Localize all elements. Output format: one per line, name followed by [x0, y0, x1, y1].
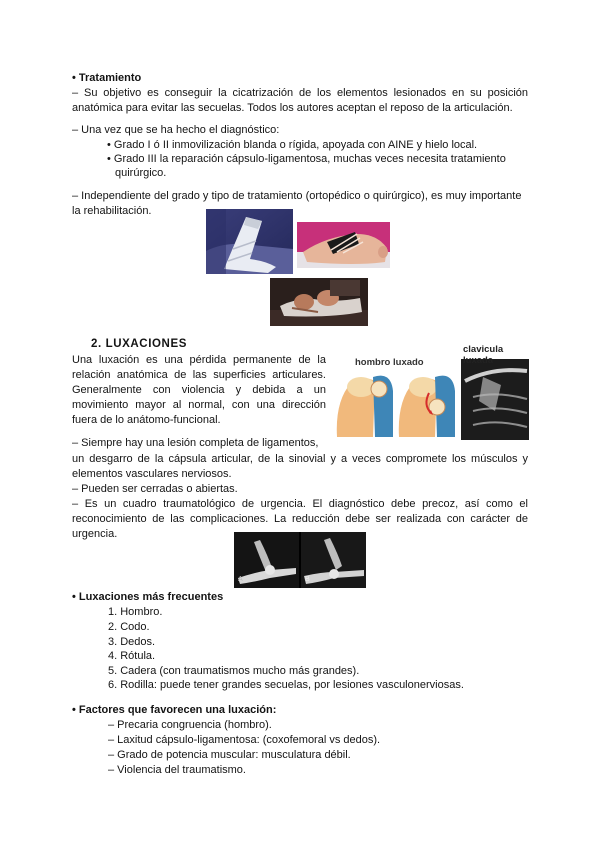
frequent-item-5: 5. Cadera (con traumatismos mucho más grandes).	[108, 665, 360, 677]
luxacion-definition-line-3: Generalmente con violencia y debida a un	[72, 384, 326, 396]
clavicle-label: clavicula luxada	[463, 344, 504, 366]
luxacion-definition-line-4: movimiento mayor al normal, con una dirección	[72, 399, 326, 411]
frequent-item-1: 1. Hombro.	[108, 606, 163, 618]
factor-item-3: – Grado de potencia muscular: musculatura débil.	[108, 749, 351, 761]
factor-item-2: – Laxitud cápsulo-ligamentosa: (coxofemoral vs dedos).	[108, 734, 381, 746]
ligament-line-3: elementos vasculares nerviosos.	[72, 468, 232, 480]
tratamiento-bullet-2-line-1: • Grado III la reparación cápsulo-ligamentosa, muchas veces necesita tratamiento	[107, 153, 506, 165]
factor-item-1: – Precaria congruencia (hombro).	[108, 719, 272, 731]
tratamiento-paragraph-2: – Una vez que se ha hecho el diagnóstico:	[72, 124, 280, 136]
manual-therapy-photo	[270, 278, 368, 326]
shoulder-label: hombro luxado	[355, 357, 424, 368]
frequent-item-3: 3. Dedos.	[108, 636, 156, 648]
urgency-line-3: urgencia.	[72, 528, 118, 540]
luxacion-definition-line-2: relación anatómica de las superficies articulares.	[72, 369, 326, 381]
factor-item-4: – Violencia del traumatismo.	[108, 764, 246, 776]
frequent-heading: • Luxaciones más frecuentes	[72, 591, 224, 603]
ligament-line-1: – Siempre hay una lesión completa de ligamentos,	[72, 437, 319, 449]
factors-heading: • Factores que favorecen una luxación:	[72, 704, 277, 716]
shoulder-dislocation-figure	[333, 341, 529, 440]
tratamiento-paragraph-3-line-1: – Independiente del grado y tipo de tratamiento (ortopédico o quirúrgico), es muy importante	[72, 190, 522, 202]
tratamiento-bullet-2-line-2: quirúrgico.	[115, 167, 167, 179]
tratamiento-heading: • Tratamiento	[72, 72, 142, 84]
frequent-item-6: 6. Rodilla: puede tener grandes secuelas, por lesiones vasculonerviosas.	[108, 679, 464, 691]
luxacion-definition-line-5: fuera de lo anátomo-funcional.	[72, 414, 221, 426]
xray-label-b: B	[305, 576, 310, 583]
luxacion-definition-line-1: Una luxación es una pérdida permanente de la	[72, 354, 326, 366]
urgency-line-1: – Es un cuadro traumatológico de urgencia. El diagnóstico debe precoz, así como el	[72, 498, 528, 510]
frequent-item-2: 2. Codo.	[108, 621, 150, 633]
tratamiento-paragraph-3-line-2: la rehabilitación.	[72, 205, 152, 217]
frequent-item-4: 4. Rótula.	[108, 650, 156, 662]
xray-label-a: A	[238, 576, 243, 583]
tratamiento-bullet-1: • Grado I ó II inmovilización blanda o rígida, apoyada con AINE y hielo local.	[107, 139, 478, 151]
closed-or-open-text: – Pueden ser cerradas o abiertas.	[72, 483, 238, 495]
elbow-xray-figure	[234, 532, 366, 588]
tratamiento-paragraph-1-line-1: – Su objetivo es conseguir la cicatrización de los elementos lesionados en su posición	[72, 87, 528, 99]
kinesio-taped-foot-photo	[297, 222, 390, 268]
urgency-line-2: reconocimiento de las complicaciones. La reducción debe ser realizada con carácter de	[72, 513, 528, 525]
bandaged-ankle-photo	[206, 209, 293, 274]
luxaciones-heading: 2. LUXACIONES	[91, 338, 187, 350]
tratamiento-paragraph-1-line-2: anatómica para evitar las secuelas. Todos los autores aceptan el reposo de la articulación.	[72, 102, 513, 114]
ligament-line-2: un desgarro de la cápsula articular, de la sinovial y a veces compromete los músculos y	[72, 453, 528, 465]
